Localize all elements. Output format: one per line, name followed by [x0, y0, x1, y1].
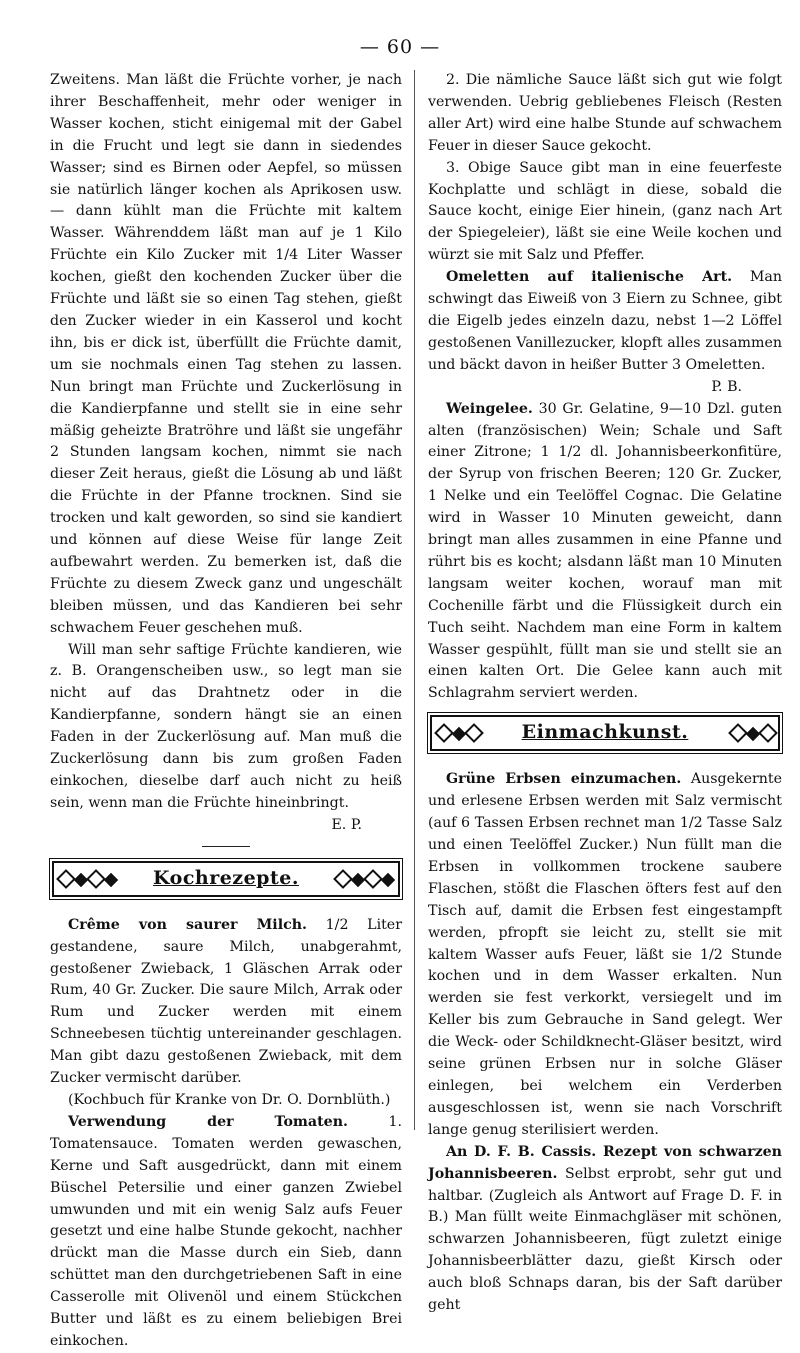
- recipe-title: Omeletten auf italienische Art.: [446, 269, 733, 286]
- recipe-creme: [50, 915, 402, 1090]
- banner-einmachkunst: [430, 715, 780, 751]
- recipe-body: Selbst erprobt, sehr gut und haltbar. (Zugleich als Antwort auf Frage D. F. in B.) Man füllt weite Einmachgläser mit schönen, schwarzen Johannisbeeren, fügt zuletzt einige Johannisbeerblätter dazu, gießt Kirsch oder auch bloß Schnaps daran, bis der Saft darüber geht: [428, 1165, 782, 1314]
- column-rule: [414, 70, 415, 1130]
- recipe-peas: [428, 769, 782, 1141]
- paragraph-candying-second: Zweitens. Man läßt die Früchte vorher, je nach ihrer Beschaffenheit, mehr oder weniger in Wasser kochen, sticht einigemal mit der Gabel in die Frucht und legt sie dann in siedendes Wasser; sind es Birnen oder Aepfel, so müssen sie natürlich länger kochen als Aprikosen usw. — dann kühlt man die Früchte mit kaltem Wasser. Währenddem läßt man auf je 1 Kilo Früchte ein Kilo Zucker mit 1/4 Liter Wasser kochen, gießt den kochenden Zucker über die Früchte und läßt sie so einen Tag stehen, gießt den Zucker wieder in ein Kasserol und kocht ihn, bis er dick ist, überfüllt die Früchte damit, um sie nochmals einen Tag stehen zu lassen. Nun bringt man Früchte und Zuckerlösung in die Kandierpfanne und stellt sie in eine sehr mäßig geheizte Bratröhre und läßt sie ungefähr 2 Stunden langsam kochen, nimmt sie nach dieser Zeit heraus, gießt die Lösung ab und läßt die Früchte in der Pfanne trocknen. Sind sie trocken und kalt geworden, so sind sie kandiert und können auf diese Weise für lange Zeit aufbewahrt werden. Zu bemerken ist, daß die Früchte zu diesem Zweck ganz und ungeschält bleiben müssen, und das Kandieren bei sehr schwachem Feuer geschehen muß.: [50, 72, 402, 636]
- signature: E. P.: [331, 816, 362, 833]
- recipe-title: Verwendung der Tomaten.: [68, 1113, 348, 1130]
- section-title: Kochrezepte.: [153, 866, 299, 889]
- signature: P. B.: [711, 378, 742, 395]
- recipe-body: 1. Tomatensauce. Tomaten werden gewaschen, Kerne und Saft ausgedrückt, dann mit einem Büschel Petersilie und einer ganzen Zwiebel umwunden und mit ein wenig Salz aufs Feuer gesetzt und eine halbe Stunde gekocht, nachher drückt man die Masse durch ein Sieb, dann schüttet man den durchgetriebenen Saft in eine Casserolle mit Olivenöl und einem Stückchen Butter und läßt es zu einem beliebigen Brei einkochen.: [50, 1113, 402, 1349]
- ornament-right-icon: [335, 866, 394, 892]
- recipe-cassis: [428, 1142, 782, 1317]
- banner-kochrezepte: [52, 861, 400, 897]
- page-number: — 60 —: [359, 36, 441, 58]
- paragraph-juicy-fruits: Will man sehr saftige Früchte kandieren, wie z. B. Orangenscheiben usw., so legt man sie nicht auf das Drahtnetz oder in die Kandierpfanne, sondern hängt sie an einen Faden in der Zuckerlösung auf. Man muß die Zuckerlösung dann bis zum großen Faden einkochen, dieselbe darf auch nicht zu heiß sein, wenn man die Früchte hineinbringt.: [50, 641, 402, 811]
- left-column: [50, 70, 402, 1353]
- recipe-body: Man schwingt das Eiweiß von 3 Eiern zu Schnee, gibt die Eigelb jedes einzeln dazu, nebst 1—2 Löffel gestoßenen Vanillezucker, klopft alles zusammen und bäckt davon in heißer Butter 3 Omeletten.: [428, 269, 782, 373]
- recipe-body: 1/2 Liter gestandene, saure Milch, unabgerahmt, gestoßener Zwieback, 1 Gläschen Arrak oder Rum, 40 Gr. Zucker. Die saure Milch, Arrak oder Rum und Zucker werden mit einem Schneebesen tüchtig untereinander geschlagen. Man gibt dazu gestoßenen Zwieback, mit dem Zucker vermischt darüber.: [50, 916, 402, 1087]
- recipe-body: 30 Gr. Gelatine, 9—10 Dzl. guten alten (französischen) Wein; Schale und Saft einer Zitrone; 1 1/2 dl. Johannisbeerkonfitüre, der Syrup von frischen Beeren; 120 Gr. Zucker, 1 Nelke und ein Teelöffel Cognac. Die Gelatine wird in Wasser 10 Minuten geweicht, dann bringt man alles zusammen in eine Pfanne und rührt bis es kocht; alsdann läßt man 10 Minuten langsam weiter kochen, worauf man mit Cochenille färbt und die Flüssigkeit durch ein Tuch seiht. Nachdem man eine Form in kaltem Wasser gespühlt, füllt man sie und stellt sie an einen kalten Ort. Die Gelee kann auch mit Schlagrahm serviert werden.: [428, 400, 782, 702]
- right-column: [428, 70, 782, 1317]
- recipe-title: An D. F. B. Cassis. Rezept von schwarzen Johannisbeeren.: [428, 1143, 782, 1182]
- ornament-right-icon: [730, 720, 774, 746]
- section-title: Einmachkunst.: [521, 721, 689, 744]
- recipe-omelettes: [428, 267, 782, 377]
- recipe-source: (Kochbuch für Kranke von Dr. O. Dornblüth.): [68, 1091, 391, 1108]
- recipe-title: Grüne Erbsen einzumachen.: [446, 771, 682, 788]
- recipe-tomatoes: [50, 1112, 402, 1353]
- paragraph-sauce-2: 2. Die nämliche Sauce läßt sich gut wie folgt verwenden. Uebrig gebliebenes Fleisch (Resten aller Art) wird eine halbe Stunde auf schwachem Feuer in dieser Sauce gekocht.: [428, 72, 782, 154]
- separator: [202, 846, 250, 847]
- recipe-title: Crême von saurer Milch.: [68, 916, 307, 933]
- paragraph-sauce-3: 3. Obige Sauce gibt man in eine feuerfeste Kochplatte und schlägt in diese, sobald die Sauce kocht, einige Eier hinein, (ganz nach Art der Spiegeleier), läßt sie eine Weile kochen und würzt sie mit Salz und Pfeffer.: [428, 159, 782, 264]
- recipe-title: Weingelee.: [446, 400, 533, 417]
- ornament-left-icon: [436, 720, 480, 746]
- ornament-left-icon: [58, 866, 117, 892]
- recipe-weingelee: [428, 399, 782, 706]
- recipe-body: Ausgekernte und erlesene Erbsen werden mit Salz vermischt (auf 6 Tassen Erbsen rechnet man 1/2 Tasse Salz und einen Teelöffel Zucker.) Nun füllt man die Erbsen in vollkommen trockene saubere Flaschen, stößt die Flaschen öfters fest auf den Tisch auf, damit die Erbsen fest eingestampft werden, pfropft sie leicht zu, stellt sie mit kaltem Wasser aufs Feuer, läßt sie 1/2 Stunde kochen und in dem Wasser erkalten. Nun werden sie fest verkorkt, versiegelt und im Keller bis zum Gebrauche in Sand gelegt. Wer die Weck- oder Schildknecht-Gläser besitzt, wird seine grünen Erbsen nur in solche Gläser einlegen, bei welchem ein Verderben ausgeschlossen ist, wenn sie nach Vorschrift lange genug sterilisiert werden.: [428, 771, 782, 1138]
